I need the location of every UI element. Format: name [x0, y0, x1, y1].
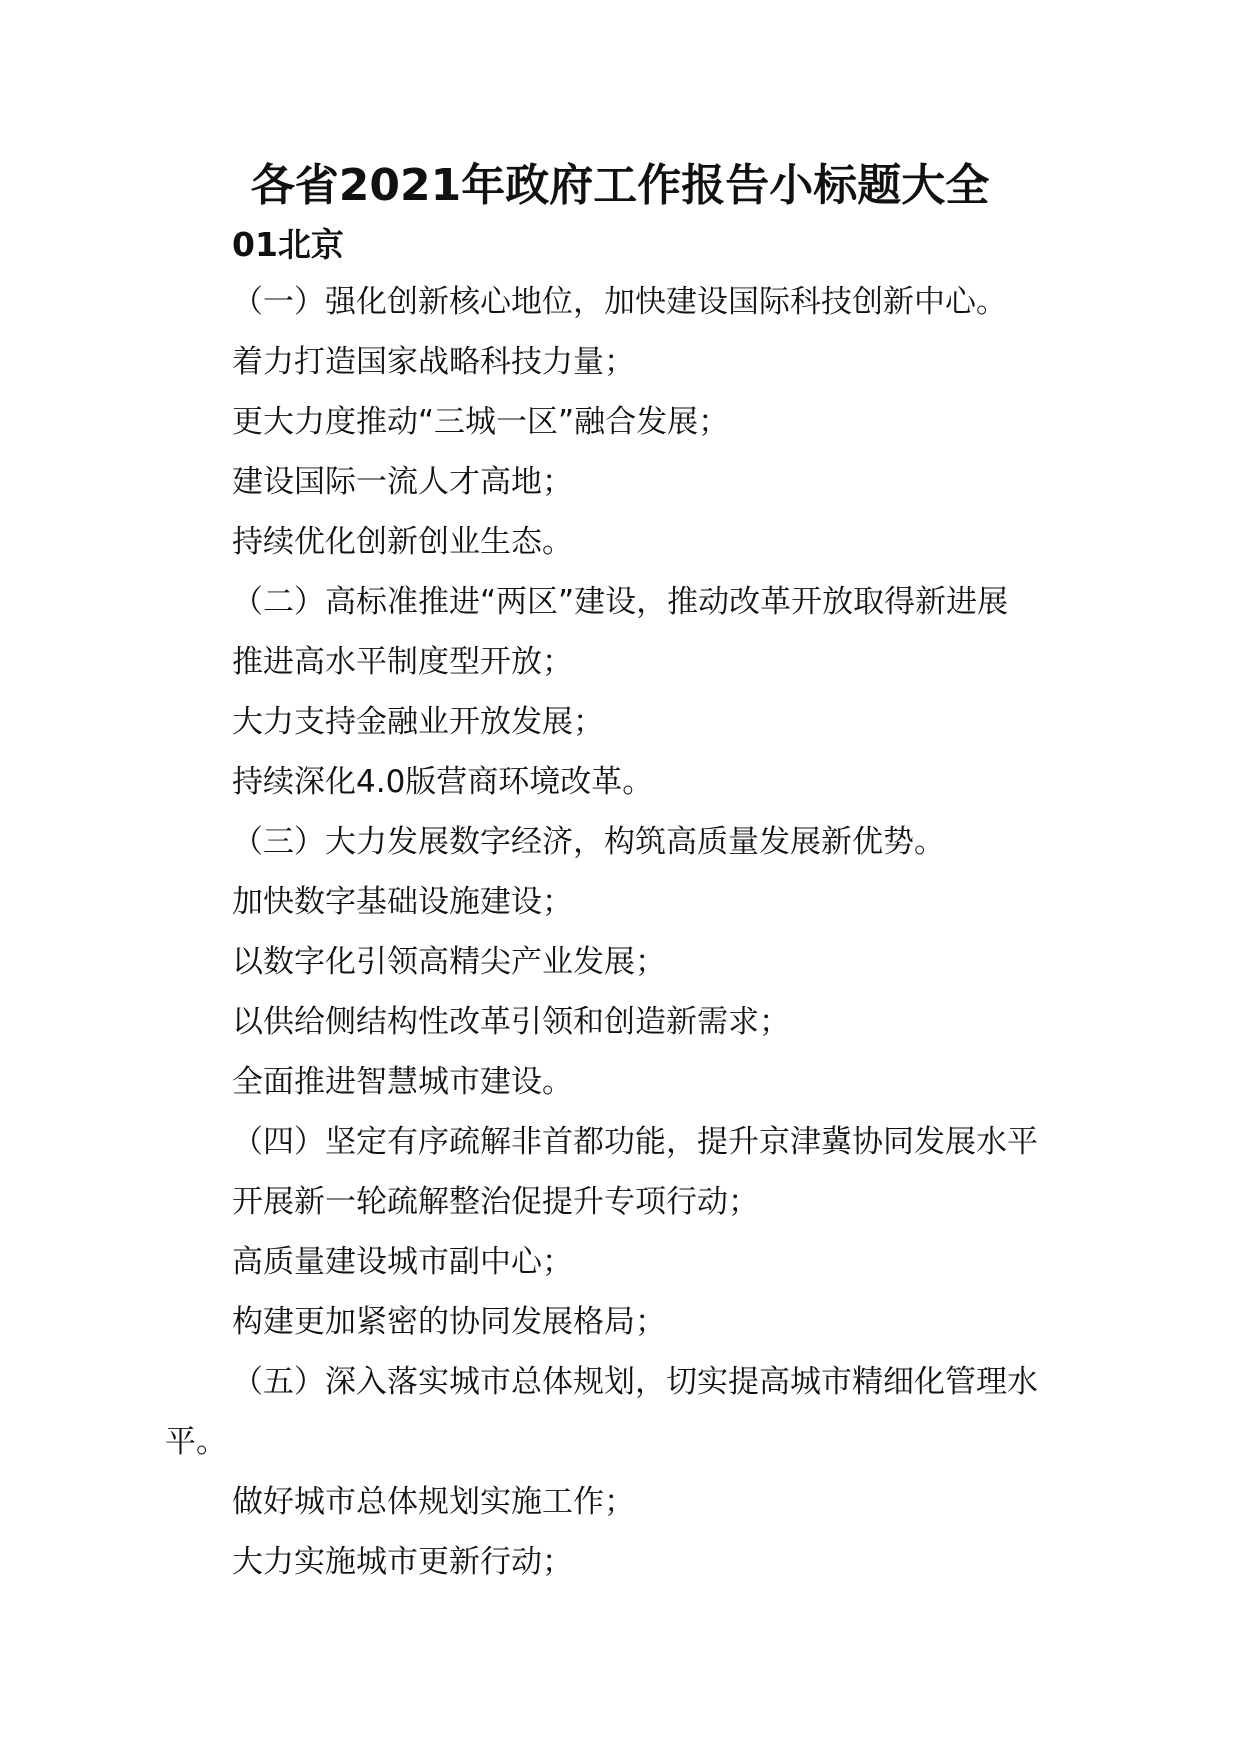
document-title: 各省2021年政府工作报告小标题大全 — [250, 160, 990, 211]
list-item: 持续优化创新创业生态。 — [232, 524, 573, 560]
list-item: 加快数字基础设施建设； — [232, 884, 573, 920]
section-title: 01北京 — [232, 225, 344, 264]
list-item: 着力打造国家战略科技力量； — [232, 344, 635, 380]
list-item: 开展新一轮疏解整治促提升专项行动； — [232, 1184, 759, 1220]
list-item: 更大力度推动“三城一区”融合发展； — [232, 404, 730, 440]
list-item: 建设国际一流人才高地； — [232, 464, 573, 500]
list-item: 以数字化引领高精尖产业发展； — [232, 944, 666, 980]
list-item: 推进高水平制度型开放； — [232, 644, 573, 680]
list-item: 大力支持金融业开放发展； — [232, 704, 604, 740]
list-item: 大力实施城市更新行动； — [232, 1544, 573, 1580]
subsection-heading: （五）深入落实城市总体规划，切实提高城市精细化管理水 — [232, 1364, 1038, 1400]
subsection-heading: （三）大力发展数字经济，构筑高质量发展新优势。 — [232, 824, 945, 860]
list-item: 持续深化4.0版营商环境改革。 — [232, 764, 654, 800]
list-item: 高质量建设城市副中心； — [232, 1244, 573, 1280]
list-item: 构建更加紧密的协同发展格局； — [232, 1304, 666, 1340]
subsection-heading: （一）强化创新核心地位，加快建设国际科技创新中心。 — [232, 284, 1007, 320]
subsection-heading: （四）坚定有序疏解非首都功能，提升京津冀协同发展水平 — [232, 1124, 1038, 1160]
list-item: 以供给侧结构性改革引领和创造新需求； — [232, 1004, 790, 1040]
list-item: 全面推进智慧城市建设。 — [232, 1064, 573, 1100]
list-item: 平。 — [165, 1424, 227, 1460]
content-lines — [0, 280, 1240, 1600]
list-item: 做好城市总体规划实施工作； — [232, 1484, 635, 1520]
subsection-heading: （二）高标准推进“两区”建设，推动改革开放取得新进展 — [232, 584, 1009, 620]
